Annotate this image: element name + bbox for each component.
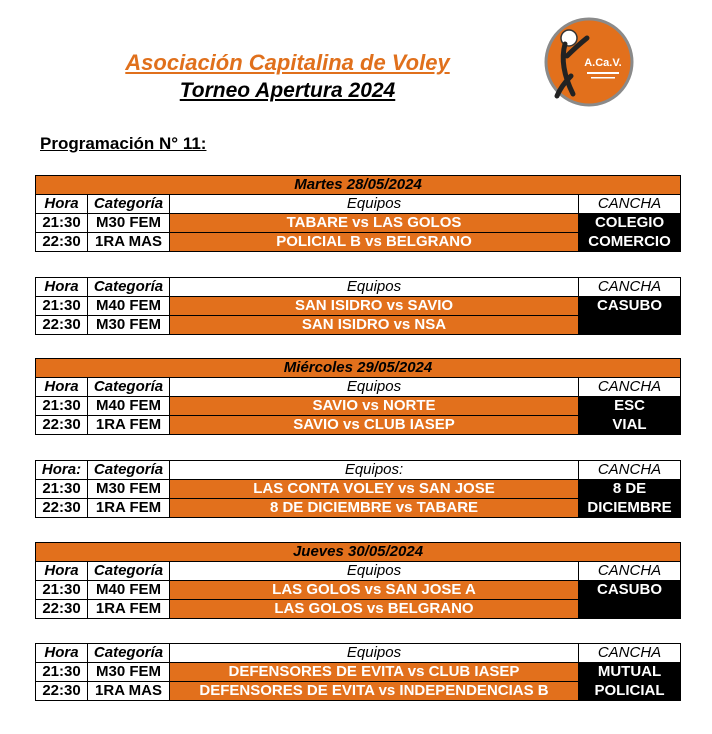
cancha-header: CANCHA: [579, 461, 681, 480]
equipos-header: Equipos: [170, 378, 579, 397]
hora-header: Hora: [36, 378, 88, 397]
cancha-cell: ESC: [579, 397, 681, 416]
cancha-cell: COLEGIO: [579, 214, 681, 233]
equipos-header: Equipos: [170, 644, 579, 663]
table-row: [36, 233, 681, 252]
hora-cell: 21:30: [36, 397, 88, 416]
categoria-cell: 1RA FEM: [88, 416, 170, 435]
hora-header: Hora: [36, 195, 88, 214]
table-row: [36, 214, 681, 233]
hora-header: Hora:: [36, 461, 88, 480]
categoria-cell: 1RA FEM: [88, 600, 170, 619]
equipos-header: Equipos: [170, 195, 579, 214]
table-row: [36, 297, 681, 316]
cancha-cell: VIAL: [579, 416, 681, 435]
categoria-cell: M30 FEM: [88, 214, 170, 233]
categoria-cell: M40 FEM: [88, 297, 170, 316]
categoria-header: Categoría: [88, 378, 170, 397]
hora-cell: 21:30: [36, 480, 88, 499]
cancha-cell: MUTUAL: [579, 663, 681, 682]
schedule-table: [35, 277, 681, 335]
equipos-cell: LAS GOLOS vs BELGRANO: [170, 600, 579, 619]
equipos-header: Equipos:: [170, 461, 579, 480]
hora-cell: 22:30: [36, 600, 88, 619]
hora-header: Hora: [36, 278, 88, 297]
schedule-table: [35, 175, 681, 252]
cancha-cell: CASUBO: [579, 297, 681, 335]
day-header: Martes 28/05/2024: [36, 176, 681, 195]
cancha-header: CANCHA: [579, 378, 681, 397]
equipos-cell: SAN ISIDRO vs NSA: [170, 316, 579, 335]
equipos-cell: 8 DE DICIEMBRE vs TABARE: [170, 499, 579, 518]
equipos-cell: SAVIO vs CLUB IASEP: [170, 416, 579, 435]
categoria-cell: M30 FEM: [88, 663, 170, 682]
table-row: [36, 397, 681, 416]
categoria-cell: M30 FEM: [88, 316, 170, 335]
categoria-cell: 1RA MAS: [88, 233, 170, 252]
categoria-cell: M30 FEM: [88, 480, 170, 499]
schedule-table: [35, 358, 681, 435]
categoria-header: Categoría: [88, 195, 170, 214]
hora-cell: 21:30: [36, 214, 88, 233]
equipos-cell: LAS GOLOS vs SAN JOSE A: [170, 581, 579, 600]
logo-text: A.Ca.V.: [584, 57, 622, 69]
equipos-header: Equipos: [170, 278, 579, 297]
day-header: Miércoles 29/05/2024: [36, 359, 681, 378]
hora-cell: 21:30: [36, 581, 88, 600]
table-row: [36, 499, 681, 518]
acav-logo: [543, 16, 635, 108]
cancha-header: CANCHA: [579, 195, 681, 214]
cancha-header: CANCHA: [579, 644, 681, 663]
equipos-cell: TABARE vs LAS GOLOS: [170, 214, 579, 233]
hora-cell: 22:30: [36, 682, 88, 701]
cancha-header: CANCHA: [579, 278, 681, 297]
schedule-table: [35, 542, 681, 619]
cancha-cell: COMERCIO: [579, 233, 681, 252]
cancha-cell: 8 DE: [579, 480, 681, 499]
categoria-cell: M40 FEM: [88, 581, 170, 600]
hora-header: Hora: [36, 644, 88, 663]
hora-cell: 21:30: [36, 663, 88, 682]
schedule-table: [35, 460, 681, 518]
hora-cell: 22:30: [36, 316, 88, 335]
table-row: [36, 682, 681, 701]
cancha-cell: CASUBO: [579, 581, 681, 619]
hora-cell: 22:30: [36, 499, 88, 518]
equipos-header: Equipos: [170, 562, 579, 581]
cancha-cell: POLICIAL: [579, 682, 681, 701]
table-row: [36, 416, 681, 435]
programacion-label: Programación N° 11:: [40, 134, 207, 153]
equipos-cell: LAS CONTA VOLEY vs SAN JOSE: [170, 480, 579, 499]
table-row: [36, 480, 681, 499]
hora-cell: 21:30: [36, 297, 88, 316]
schedule-table: [35, 643, 681, 701]
categoria-header: Categoría: [88, 461, 170, 480]
equipos-cell: SAN ISIDRO vs SAVIO: [170, 297, 579, 316]
hora-cell: 22:30: [36, 416, 88, 435]
equipos-cell: DEFENSORES DE EVITA vs INDEPENDENCIAS B: [170, 682, 579, 701]
hora-cell: 22:30: [36, 233, 88, 252]
equipos-cell: SAVIO vs NORTE: [170, 397, 579, 416]
cancha-header: CANCHA: [579, 562, 681, 581]
tournament-title: Torneo Apertura 2024: [179, 79, 396, 102]
hora-header: Hora: [36, 562, 88, 581]
categoria-header: Categoría: [88, 278, 170, 297]
table-row: [36, 663, 681, 682]
categoria-header: Categoría: [88, 562, 170, 581]
day-header: Jueves 30/05/2024: [36, 543, 681, 562]
categoria-cell: 1RA MAS: [88, 682, 170, 701]
categoria-cell: 1RA FEM: [88, 499, 170, 518]
equipos-cell: DEFENSORES DE EVITA vs CLUB IASEP: [170, 663, 579, 682]
cancha-cell: DICIEMBRE: [579, 499, 681, 518]
equipos-cell: POLICIAL B vs BELGRANO: [170, 233, 579, 252]
categoria-cell: M40 FEM: [88, 397, 170, 416]
association-title: Asociación Capitalina de Voley: [125, 50, 450, 75]
table-row: [36, 581, 681, 600]
categoria-header: Categoría: [88, 644, 170, 663]
